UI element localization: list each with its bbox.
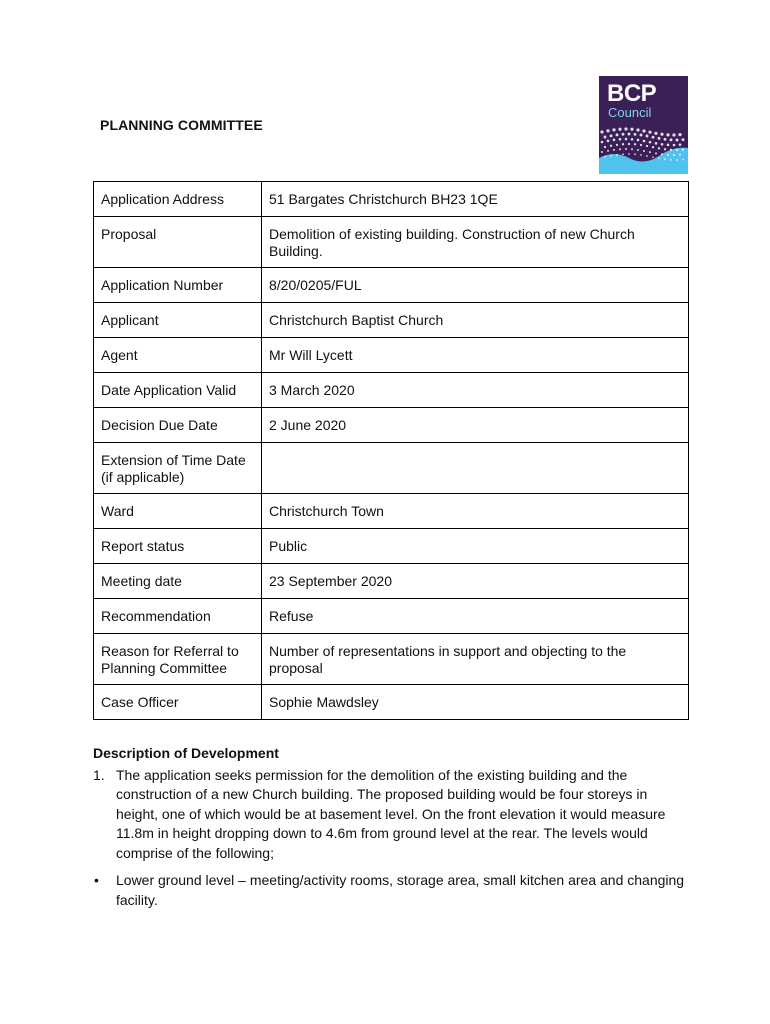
bcp-council-logo [599, 76, 688, 174]
logo-dot [649, 151, 651, 153]
logo-dot [664, 158, 666, 160]
logo-dot [616, 133, 619, 136]
row-value: Refuse [262, 599, 689, 634]
logo-dot [676, 159, 678, 161]
logo-dot [664, 138, 667, 141]
logo-dot [613, 139, 616, 142]
logo-dot [637, 149, 639, 151]
logo-dot [673, 144, 676, 147]
logo-dot [672, 133, 675, 136]
table-row [94, 685, 689, 720]
logo-dot [643, 140, 646, 143]
bullet-icon: • [94, 872, 99, 888]
paragraph-number: 1. [93, 766, 105, 783]
logo-dot [630, 128, 633, 131]
table-row [94, 303, 689, 338]
row-value: 2 June 2020 [262, 408, 689, 443]
logo-dot [607, 140, 610, 143]
logo-dot [661, 143, 664, 146]
logo-dot [619, 138, 622, 141]
logo-dot [624, 127, 627, 130]
logo-dot [613, 149, 615, 151]
logo-dot [658, 137, 661, 140]
row-label: Recommendation [94, 599, 262, 634]
logo-dot [655, 152, 657, 154]
row-label: Applicant [94, 303, 262, 338]
table-row [94, 268, 689, 303]
logo-dot [628, 143, 630, 145]
row-value: 51 Bargates Christchurch BH23 1QE [262, 182, 689, 217]
application-details-table [93, 181, 689, 720]
table-row [94, 443, 689, 494]
logo-dot [612, 128, 615, 131]
row-value: Sophie Mawdsley [262, 685, 689, 720]
row-value: Mr Will Lycett [262, 338, 689, 373]
description-section [93, 744, 689, 910]
logo-dot [634, 133, 637, 136]
logo-dot [634, 143, 636, 145]
logo-dot [616, 144, 618, 146]
logo-dot [634, 153, 636, 155]
logo-dot [660, 133, 663, 136]
logo-dot [600, 130, 603, 133]
logo-dot [658, 147, 660, 149]
logo-dot [631, 148, 633, 150]
logo-dot [616, 154, 618, 156]
row-label: Application Number [94, 268, 262, 303]
row-value: 3 March 2020 [262, 373, 689, 408]
table-row [94, 599, 689, 634]
logo-dot [640, 154, 642, 156]
logo-dot [631, 138, 634, 141]
logo-dot [661, 153, 663, 155]
logo-dot [670, 149, 672, 151]
table-row [94, 494, 689, 529]
table-row [94, 182, 689, 217]
logo-dot [652, 136, 655, 139]
row-label: Decision Due Date [94, 408, 262, 443]
logo-dot [667, 144, 670, 147]
logo-dot [628, 133, 631, 136]
table-row [94, 217, 689, 268]
logo-dot [604, 156, 606, 158]
row-label: Ward [94, 494, 262, 529]
row-value: Christchurch Town [262, 494, 689, 529]
logo-dot [682, 159, 684, 161]
logo-dot [610, 155, 612, 157]
logo-dot [637, 139, 640, 142]
table-row [94, 634, 689, 685]
row-label: Agent [94, 338, 262, 373]
logo-dot [646, 145, 648, 147]
logo-dot [678, 133, 681, 136]
logo-dot [625, 148, 627, 150]
row-label: Date Application Valid [94, 373, 262, 408]
section-heading: Description of Development [93, 745, 279, 761]
logo-dot [664, 148, 666, 150]
logo-dot [607, 150, 609, 152]
row-label: Application Address [94, 182, 262, 217]
logo-dot [604, 136, 607, 139]
logo-dot [601, 141, 604, 144]
table-row [94, 338, 689, 373]
logo-dot [679, 143, 682, 146]
logo-dot [618, 128, 621, 131]
row-label: Case Officer [94, 685, 262, 720]
logo-dot [642, 129, 645, 132]
page-title: PLANNING COMMITTEE [100, 117, 263, 133]
row-value [262, 443, 689, 494]
bullet-text: Lower ground level – meeting/activity rooms, storage area, small kitchen area and changing facility. [116, 872, 685, 908]
logo-wave-graphic [599, 122, 688, 174]
logo-dot [654, 132, 657, 135]
logo-dot [622, 143, 624, 145]
logo-dot [673, 154, 675, 156]
logo-dot [682, 138, 685, 141]
logo-dot [682, 149, 684, 151]
row-value: Number of representations in support and objecting to the proposal [262, 634, 689, 685]
logo-dot [667, 154, 669, 156]
logo-dot [676, 149, 678, 151]
logo-dot [622, 153, 624, 155]
logo-dot [676, 139, 679, 142]
row-value: Demolition of existing building. Construction of new Church Building. [262, 217, 689, 268]
logo-text: BCP [607, 80, 657, 107]
logo-dot [670, 138, 673, 141]
row-value: Public [262, 529, 689, 564]
row-label: Meeting date [94, 564, 262, 599]
row-value: Christchurch Baptist Church [262, 303, 689, 338]
logo-dot [652, 146, 654, 148]
table-row [94, 564, 689, 599]
logo-dot [622, 133, 625, 136]
logo-dot [601, 151, 603, 153]
logo-dot [640, 144, 642, 146]
logo-dot [619, 148, 621, 150]
logo-dot [606, 129, 609, 132]
logo-dot [643, 150, 645, 152]
logo-dot [604, 146, 606, 148]
logo-dot [628, 153, 630, 155]
row-label: Extension of Time Date (if applicable) [94, 443, 262, 494]
logo-dot [648, 131, 651, 134]
logo-dot [655, 142, 658, 145]
table-row [94, 408, 689, 443]
logo-dot [666, 133, 669, 136]
logo-dot [652, 156, 654, 158]
paragraph-text: The application seeks permission for the demolition of the existing building and the construction of a new Church building. The proposed building would be four storeys in height, one of which would be at basement level. On the front elevation it would measure 11.8m in height dropping down to 4.6m from ground level at the rear. The levels would comprise of the following; [116, 766, 666, 861]
row-label: Reason for Referral to Planning Committee [94, 634, 262, 685]
numbered-paragraph [93, 766, 689, 864]
logo-dot [610, 145, 612, 147]
row-value: 23 September 2020 [262, 564, 689, 599]
table-row [94, 373, 689, 408]
bullet-item [93, 871, 689, 910]
logo-dot [658, 157, 660, 159]
row-value: 8/20/0205/FUL [262, 268, 689, 303]
logo-dot [625, 138, 628, 141]
logo-dot [649, 141, 652, 144]
logo-dot [670, 159, 672, 161]
logo-dot [636, 128, 639, 131]
logo-dot [646, 155, 648, 157]
logo-subtext: Council [608, 105, 652, 120]
logo-dot [679, 154, 681, 156]
row-label: Proposal [94, 217, 262, 268]
table-row [94, 529, 689, 564]
logo-dot [646, 135, 649, 138]
logo-dot [610, 134, 613, 137]
row-label: Report status [94, 529, 262, 564]
logo-dot [640, 134, 643, 137]
